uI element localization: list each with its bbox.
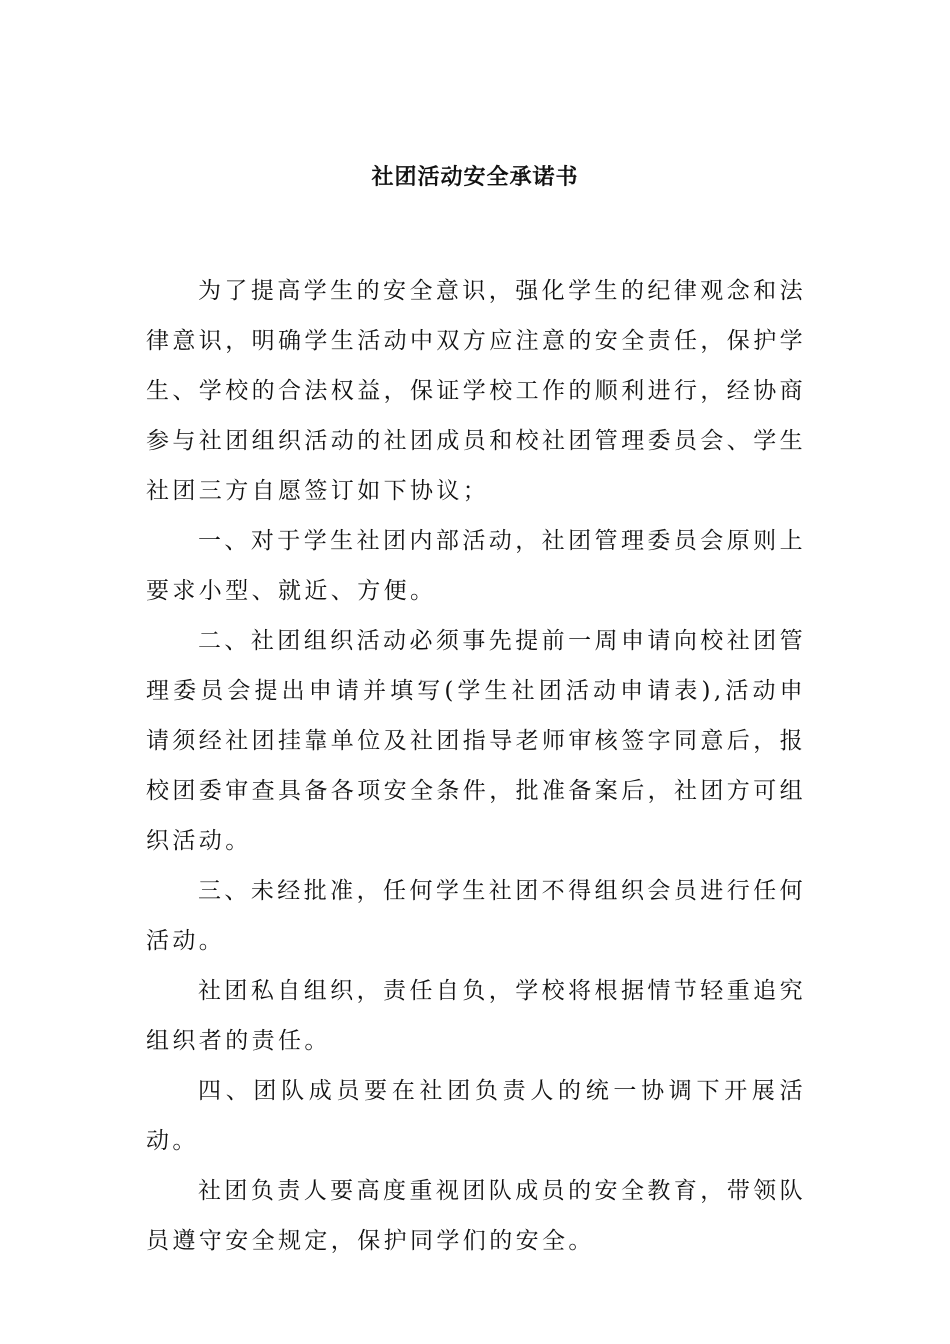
paragraph-clause-3-note: 社团私自组织，责任自负，学校将根据情节轻重追究组织者的责任。 xyxy=(146,978,806,1054)
paragraph-clause-3: 三、未经批准，任何学生社团不得组织会员进行任何活动。 xyxy=(146,878,806,954)
paragraph-intro: 为了提高学生的安全意识，强化学生的纪律观念和法律意识，明确学生活动中双方应注意的安全责任，保护学生、学校的合法权益，保证学校工作的顺利进行，经协商参与社团组织活动的社团成员和校社团管理委员会、学生社团三方自愿签订如下协议； xyxy=(146,278,806,504)
paragraph-clause-4: 四、团队成员要在社团负责人的统一协调下开展活动。 xyxy=(146,1078,806,1154)
document-body xyxy=(146,266,806,1266)
paragraph-clause-2: 二、社团组织活动必须事先提前一周申请向校社团管理委员会提出申请并填写(学生社团活动申请表),活动申请须经社团挂靠单位及社团指导老师审核签字同意后，报校团委审查具备各项安全条件，批准备案后，社团方可组织活动。 xyxy=(146,628,806,854)
paragraph-clause-4-note: 社团负责人要高度重视团队成员的安全教育，带领队员遵守安全规定，保护同学们的安全。 xyxy=(146,1178,806,1254)
paragraph-clause-1: 一、对于学生社团内部活动，社团管理委员会原则上要求小型、就近、方便。 xyxy=(146,528,806,604)
document-title: 社团活动安全承诺书 xyxy=(371,164,579,190)
